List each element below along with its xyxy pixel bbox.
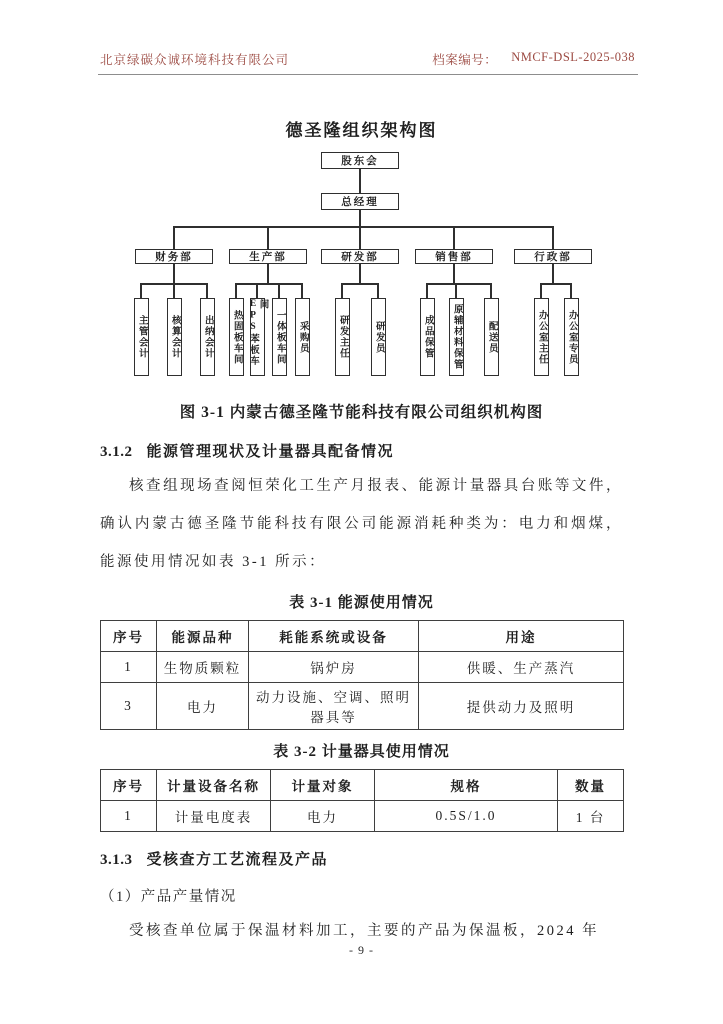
cell: 电力 <box>271 801 375 832</box>
connector-line <box>267 226 269 249</box>
connector-line <box>206 283 208 298</box>
cell: 锅炉房 <box>249 652 419 683</box>
connector-line <box>552 226 554 249</box>
paragraph-energy-use: 核查组现场查阅恒荣化工生产月报表、能源计量器具台账等文件，确认内蒙古德圣隆节能科技有限公司能源消耗种类为：电力和烟煤，能源使用情况如表 3-1 所示： <box>100 478 623 570</box>
org-box-dept: 行政部 <box>514 249 592 264</box>
archive-number: NMCF-DSL-2025-038 <box>511 50 635 64</box>
cell: 1 台 <box>558 801 624 832</box>
table-meters <box>100 769 624 832</box>
org-box-position: 研发员 <box>371 298 386 376</box>
connector-line <box>453 264 455 283</box>
cell: 1 <box>101 652 157 683</box>
section-number: 3.1.3 <box>100 852 133 868</box>
org-box-position: 办公室主任 <box>534 298 549 376</box>
org-box-dept: 销售部 <box>415 249 493 264</box>
cell: 电力 <box>157 683 249 730</box>
org-box-position: 主管会计 <box>134 298 149 376</box>
section-title: 能源管理现状及计量器具配备情况 <box>146 444 395 460</box>
connector-line <box>256 283 258 298</box>
connector-line <box>173 226 175 249</box>
org-box-dept: 财务部 <box>135 249 213 264</box>
org-box-position: 成品保管 <box>420 298 435 376</box>
col-header: 序号 <box>101 770 157 801</box>
connector-line <box>540 283 542 298</box>
connector-line <box>174 226 554 228</box>
connector-line <box>426 283 428 298</box>
org-box-position: 出纳会计 <box>200 298 215 376</box>
col-header: 计量设备名称 <box>157 770 271 801</box>
org-box-position: 一体板车间 <box>272 298 287 376</box>
connector-line <box>236 283 302 285</box>
org-box-position: 热固板车间 <box>229 298 244 376</box>
header-archive <box>432 50 635 68</box>
org-box-general-manager: 总经理 <box>321 193 399 210</box>
connector-line <box>301 283 303 298</box>
cell: 1 <box>101 801 157 832</box>
cell: 提供动力及照明 <box>419 683 624 730</box>
paragraph-products: 受核查单位属于保温材料加工，主要的产品为保温板，2024 年 <box>129 923 600 939</box>
page-header <box>100 50 635 68</box>
table-row <box>101 683 624 730</box>
col-header: 规格 <box>375 770 558 801</box>
org-box-shareholders: 股东会 <box>321 152 399 169</box>
org-box-position: 核算会计 <box>167 298 182 376</box>
connector-line <box>377 283 379 298</box>
table2-title: 表 3-2 计量器具使用情况 <box>273 744 450 760</box>
col-header: 用途 <box>419 621 624 652</box>
org-box-position: EPS苯板车间 <box>250 298 265 376</box>
table-header-row <box>101 770 624 801</box>
table1-title: 表 3-1 能源使用情况 <box>289 595 434 611</box>
connector-line <box>541 283 571 285</box>
cell: 计量电度表 <box>157 801 271 832</box>
connector-line <box>570 283 572 298</box>
cell: 3 <box>101 683 157 730</box>
connector-line <box>453 226 455 249</box>
table-row <box>101 801 624 832</box>
connector-line <box>427 283 491 285</box>
org-chart <box>100 150 630 384</box>
org-box-position: 采购员 <box>295 298 310 376</box>
connector-line <box>140 283 142 298</box>
connector-line <box>235 283 237 298</box>
col-header: 数量 <box>558 770 624 801</box>
org-box-position: 原辅材料保管 <box>449 298 464 376</box>
org-box-dept: 研发部 <box>321 249 399 264</box>
page-number: - 9 - <box>349 943 374 957</box>
figure-caption: 图 3-1 内蒙古德圣隆节能科技有限公司组织机构图 <box>179 404 544 421</box>
connector-line <box>359 226 361 249</box>
cell: 动力设施、空调、照明器具等 <box>249 683 419 730</box>
cell: 0.5S/1.0 <box>375 801 558 832</box>
org-box-position: 办公室专员 <box>564 298 579 376</box>
subsection-heading: （1）产品产量情况 <box>100 889 237 905</box>
connector-line <box>342 283 378 285</box>
connector-line <box>359 210 361 226</box>
connector-line <box>552 264 554 283</box>
section-number: 3.1.2 <box>100 444 133 460</box>
col-header: 能源品种 <box>157 621 249 652</box>
connector-line <box>173 283 175 298</box>
cell: 供暖、生产蒸汽 <box>419 652 624 683</box>
content-area <box>100 440 623 950</box>
section-title: 受核查方工艺流程及产品 <box>146 852 329 868</box>
connector-line <box>341 283 343 298</box>
connector-line <box>278 283 280 298</box>
col-header: 耗能系统或设备 <box>249 621 419 652</box>
header-rule <box>98 74 638 75</box>
col-header: 序号 <box>101 621 157 652</box>
org-box-position: 研发主任 <box>335 298 350 376</box>
col-header: 计量对象 <box>271 770 375 801</box>
org-box-position: 配送员 <box>484 298 499 376</box>
org-box-dept: 生产部 <box>229 249 307 264</box>
connector-line <box>359 264 361 283</box>
table-energy-use <box>100 620 624 730</box>
table-header-row <box>101 621 624 652</box>
connector-line <box>490 283 492 298</box>
cell: 生物质颗粒 <box>157 652 249 683</box>
archive-label: 档案编号： <box>432 53 498 67</box>
org-chart-title: 德圣隆组织架构图 <box>285 121 438 140</box>
section-heading-312 <box>100 440 623 461</box>
section-heading-313 <box>100 848 623 869</box>
connector-line <box>267 264 269 283</box>
header-company-name: 北京绿碳众诚环境科技有限公司 <box>100 53 290 67</box>
connector-line <box>173 264 175 283</box>
table-row <box>101 652 624 683</box>
connector-line <box>455 283 457 298</box>
connector-line <box>359 169 361 193</box>
